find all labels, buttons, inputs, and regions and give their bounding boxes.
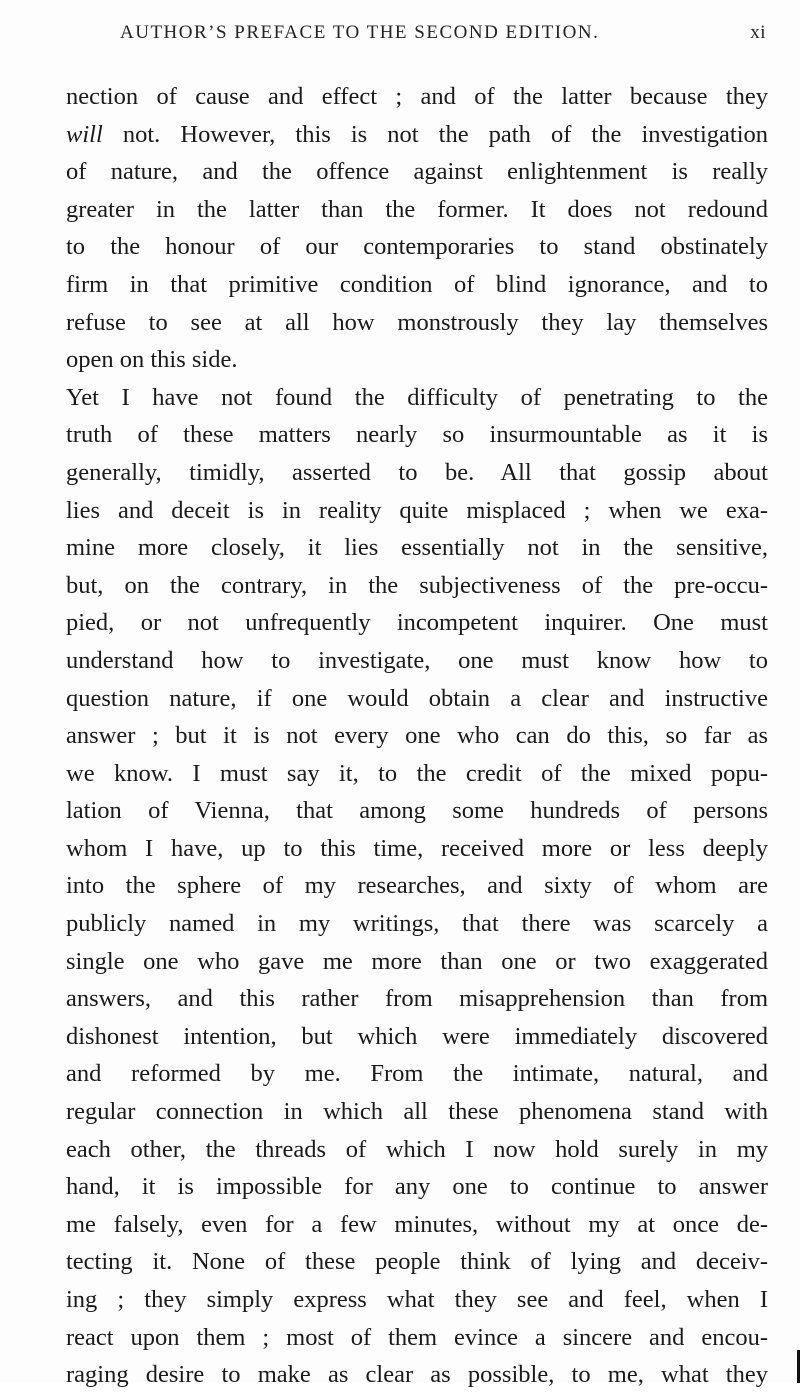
text-line: nection of cause and effect ; and of the latter because they (66, 83, 768, 110)
text-line: and reformed by me. From the intimate, natural, and (66, 1060, 768, 1088)
text-line: greater in the latter than the former. It does not redound (66, 195, 768, 223)
text-line: publicly named in my writings, that there was scarcely a (66, 910, 768, 938)
text-line: into the sphere of my researches, and sixty of whom are (66, 872, 768, 900)
text-line: mine more closely, it lies essentially not in the sensitive, (66, 534, 768, 562)
text-line: each other, the threads of which I now hold surely in my (66, 1135, 768, 1163)
text-line: ing ; they simply express what they see and feel, when I (66, 1286, 768, 1313)
text-line-rest: not. However, this is not the path of the investigation (122, 120, 769, 148)
text-line: understand how to investigate, one must know how to (66, 646, 768, 674)
body-text (66, 78, 768, 1394)
italic-word: will (66, 120, 103, 148)
text-line: answers, and this rather from misapprehension than from (66, 985, 768, 1013)
text-line: open on this side. (66, 346, 238, 374)
text-line: lies and deceit is in reality quite misplaced ; when we exa- (66, 496, 768, 524)
page-number: xi (750, 22, 766, 43)
text-line: firm in that primitive condition of blind ignorance, and to (66, 270, 768, 298)
text-line: lation of Vienna, that among some hundreds of persons (66, 797, 768, 825)
text-line: we know. I must say it, to the credit of the mixed popu- (66, 759, 768, 787)
text-line (66, 116, 768, 154)
text-line: raging desire to make as clear as possible, to me, what they (66, 1361, 768, 1389)
text-line: react upon them ; most of them evince a sincere and encou- (66, 1323, 768, 1351)
text-line: to the honour of our contemporaries to stand obstinately (66, 233, 768, 261)
text-line: dishonest intention, but which were immediately discovered (66, 1022, 768, 1050)
text-line: pied, or not unfrequently incompetent inquirer. One must (66, 609, 768, 637)
running-head (66, 22, 766, 48)
text-line: refuse to see at all how monstrously they lay themselves (66, 308, 768, 336)
text-line: generally, timidly, asserted to be. All that gossip about (66, 458, 768, 486)
text-line: me falsely, even for a few minutes, without my at once de- (66, 1210, 768, 1238)
text-line: answer ; but it is not every one who can do this, so far as (66, 722, 768, 750)
text-line: truth of these matters nearly so insurmountable as it is (66, 421, 768, 449)
text-line: of nature, and the offence against enlightenment is really (66, 158, 768, 186)
text-line: tecting it. None of these people think of lying and deceiv- (66, 1248, 768, 1276)
text-line: whom I have, up to this time, received more or less deeply (66, 834, 768, 862)
paragraph-first-line: Yet I have not found the difficulty of penetrating to the (66, 383, 768, 411)
text-line: hand, it is impossible for any one to continue to answer (66, 1173, 768, 1201)
text-line: but, on the contrary, in the subjectiveness of the pre-occu- (66, 571, 768, 599)
text-line: question nature, if one would obtain a clear and instructive (66, 684, 768, 712)
text-line: regular connection in which all these phenomena stand with (66, 1098, 768, 1126)
running-head-title: AUTHOR’S PREFACE TO THE SECOND EDITION. (120, 22, 600, 43)
text-line: single one who gave me more than one or two exaggerated (66, 947, 768, 975)
